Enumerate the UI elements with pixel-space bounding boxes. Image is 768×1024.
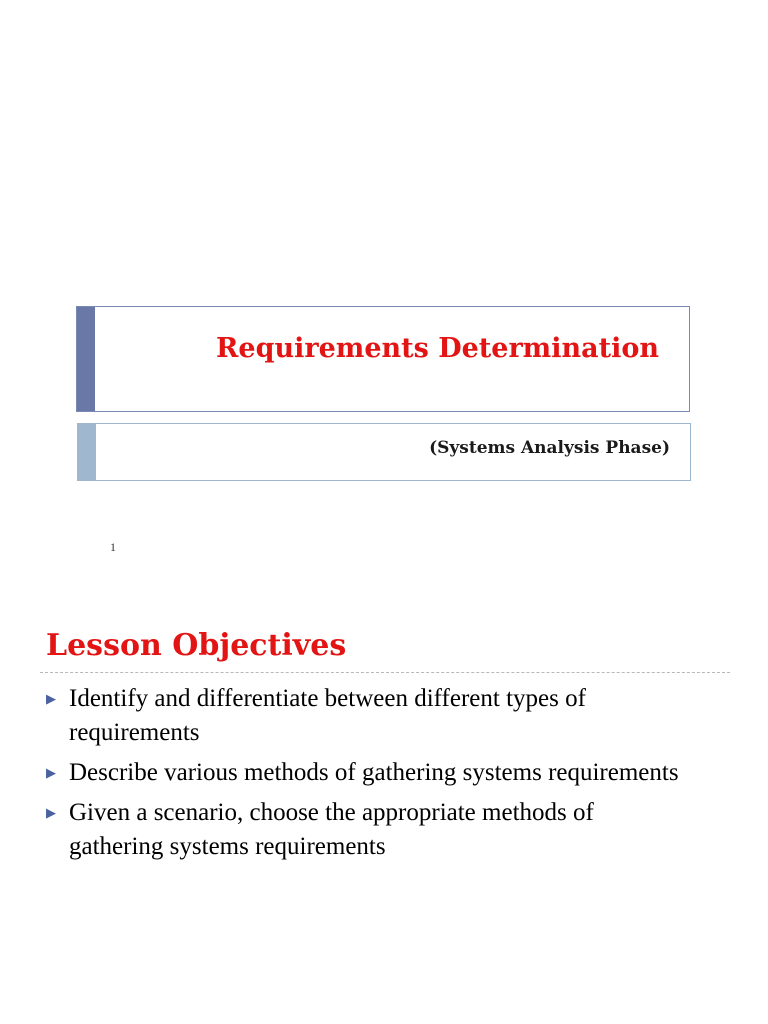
bullet-arrow-icon: ▶ [46,691,56,706]
objective-text: Identify and differentiate between different types of requirements [69,685,586,746]
objective-text: Describe various methods of gathering systems requirements [69,759,679,786]
slide-subtitle: (Systems Analysis Phase) [429,438,670,458]
bullet-arrow-icon: ▶ [46,765,56,780]
subtitle-accent-bar [78,424,96,480]
list-item [44,756,684,790]
slide-title: Requirements Determination [215,333,659,364]
heading-divider [40,672,730,673]
bullet-arrow-icon: ▶ [46,805,56,820]
title-box [76,306,690,412]
title-accent-bar [77,307,95,411]
objective-text: Given a scenario, choose the appropriate methods of gathering systems requirements [69,799,594,860]
objectives-heading: Lesson Objectives [46,628,347,663]
list-item [44,796,684,864]
objectives-slide [0,576,768,1024]
objectives-list [44,682,684,870]
subtitle-box [77,423,691,481]
list-item [44,682,684,750]
slide-number: 1 [110,540,116,554]
